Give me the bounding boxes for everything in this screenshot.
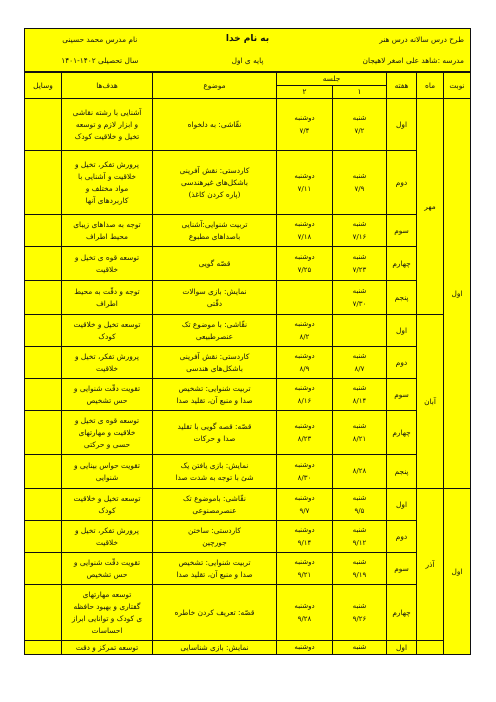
- session-2-cell: [276, 151, 332, 215]
- session-1-cell: [333, 215, 387, 247]
- cell-line: شنبه: [352, 351, 367, 360]
- session-2-cell: [276, 99, 332, 151]
- cell-line: تقویت دقّت شنوایی و: [73, 383, 141, 393]
- week-cell: دوم: [387, 347, 417, 379]
- goals-cell: [61, 411, 152, 455]
- cell-line: صدا و منبع آن، تقلید صدا: [176, 395, 253, 405]
- cell-line: دوشنبه: [294, 643, 315, 651]
- cell-line: تخیل و خلاقیت کودک: [74, 131, 140, 141]
- topic-cell: [152, 411, 276, 455]
- topic-cell: [152, 347, 276, 379]
- cell-line: باشکل‌های هندسی: [186, 363, 243, 373]
- session-1-cell: [333, 281, 387, 315]
- cell-line: توجه و دقّت به محیط: [74, 286, 140, 296]
- cell-line: شنبه: [352, 383, 367, 392]
- topic-cell: [152, 315, 276, 347]
- session-2-cell: [276, 215, 332, 247]
- cell-line: ۷/۹: [354, 184, 365, 193]
- cell-line: دوشنبه: [294, 525, 315, 534]
- table-row: [24, 151, 470, 215]
- cell-line: دوشنبه: [294, 113, 315, 122]
- cell-line: ی کودک و توانایی ابراز: [71, 613, 143, 623]
- plan-table: [24, 72, 471, 655]
- cell-line: احساسات: [91, 625, 123, 635]
- cell-line: شنبه: [352, 493, 367, 502]
- topic-cell: [152, 281, 276, 315]
- col-goals: هدف‌ها: [61, 73, 152, 99]
- month-cell: مهر: [417, 99, 444, 315]
- cell-line: ۹/۱۲: [352, 538, 367, 547]
- session-1-cell: [333, 99, 387, 151]
- table-row: [24, 455, 470, 489]
- session-2-cell: [276, 553, 332, 585]
- week-cell: چهارم: [387, 585, 417, 641]
- cell-line: توجه به صداهای زیبای: [73, 219, 141, 229]
- cell-line: کاردستی: نقش آفرینی: [179, 165, 250, 175]
- col-week: هفته: [387, 73, 417, 99]
- table-row: [24, 99, 470, 151]
- session-2-cell: [276, 347, 332, 379]
- goals-cell: [61, 281, 152, 315]
- session-2-cell: [276, 247, 332, 281]
- cell-line: تقویت حواس بینایی و: [73, 460, 140, 470]
- table-row: [24, 411, 470, 455]
- table-row: [24, 379, 470, 411]
- table-row: [24, 215, 470, 247]
- session-1-cell: [333, 455, 387, 489]
- tools-cell: [24, 215, 61, 247]
- col-session-2: ۲: [276, 86, 332, 99]
- cell-line: دوشنبه: [294, 601, 315, 610]
- cell-line: شنبه: [352, 643, 367, 651]
- goals-cell: [61, 99, 152, 151]
- cell-line: ۷/۲۳: [352, 265, 367, 274]
- cell-line: ۹/۵: [354, 506, 365, 515]
- cell-line: تربیت شنوایی: تشخیص: [178, 383, 251, 393]
- table-row: [24, 281, 470, 315]
- cell-line: ۹/۲۶: [352, 614, 367, 623]
- cell-line: باشکل‌های غیرهندسی: [180, 177, 248, 187]
- goals-cell: [61, 455, 152, 489]
- cell-line: ۸/۲۱: [352, 434, 367, 443]
- goals-cell: [61, 215, 152, 247]
- table-row: [24, 347, 470, 379]
- session-1-cell: [333, 521, 387, 553]
- week-cell: سوم: [387, 379, 417, 411]
- goals-cell: [61, 347, 152, 379]
- cell-line: پرورش تفکر، تخیل و: [75, 351, 139, 361]
- cell-line: خلاقیت و مهارتهای: [78, 427, 136, 437]
- lesson-plan-sheet: [25, 28, 471, 655]
- cell-line: شنبه: [352, 525, 367, 534]
- cell-line: خلاقیت: [95, 363, 118, 373]
- tools-cell: [24, 521, 61, 553]
- banner-title: به نام خدا: [225, 34, 270, 44]
- cell-line: دقّتی: [206, 298, 223, 308]
- cell-line: دوشنبه: [294, 383, 315, 392]
- cell-line: شنبه: [352, 421, 367, 430]
- topic-cell: [152, 247, 276, 281]
- tools-cell: [24, 347, 61, 379]
- goals-cell: [61, 315, 152, 347]
- topic-cell: [152, 641, 276, 655]
- session-2-cell: [276, 455, 332, 489]
- session-2-cell: [276, 521, 332, 553]
- cell-line: شنوایی: [95, 472, 119, 482]
- session-2-cell: [276, 281, 332, 315]
- cell-line: دوشنبه: [294, 171, 315, 180]
- table-row: [24, 489, 470, 521]
- cell-line: توسعه قوه ی تخیل و: [74, 415, 140, 425]
- session-2-cell: [276, 585, 332, 641]
- tools-cell: [24, 379, 61, 411]
- session-2-cell: [276, 411, 332, 455]
- session-1-cell: [333, 641, 387, 655]
- teacher-name: نام مدرس محمد حسینی: [62, 35, 138, 44]
- col-topic: موضوع: [152, 73, 276, 99]
- cell-line: دوشنبه: [294, 460, 315, 469]
- cell-line: ۸/۷: [354, 364, 365, 373]
- cell-line: ۷/۲: [354, 126, 365, 135]
- cell-line: ۸/۲۸: [352, 467, 367, 475]
- cell-line: عنصرمصنوعی: [192, 505, 237, 515]
- tools-cell: [24, 553, 61, 585]
- goals-cell: [61, 489, 152, 521]
- week-cell: اول: [387, 489, 417, 521]
- week-cell: سوم: [387, 215, 417, 247]
- cell-line: ۷/۱۸: [297, 232, 312, 241]
- cell-line: ۹/۱۴: [297, 538, 312, 547]
- cell-line: حس تشخیص: [86, 569, 128, 579]
- cell-line: باصداهای مطبوع: [188, 231, 241, 241]
- cell-line: نمایش: بازی سوالات: [182, 286, 247, 296]
- cell-line: ۷/۲۵: [297, 265, 312, 274]
- goals-cell: [61, 151, 152, 215]
- cell-line: توسعه قوه ی تخیل و: [74, 252, 140, 262]
- cell-line: تربیت شنوایی: تشخیص: [178, 557, 251, 567]
- cell-line: توسعه تخیل و خلاقیت: [73, 319, 141, 329]
- col-term: نوبت: [444, 73, 471, 99]
- topic-cell: [152, 151, 276, 215]
- cell-line: قصّه: تعریف کردن خاطره: [174, 607, 255, 617]
- week-cell: اول: [387, 315, 417, 347]
- cell-line: خلاقیت و آشنایی با: [78, 171, 136, 181]
- cell-line: حس تشخیص: [86, 395, 128, 405]
- week-cell: چهارم: [387, 411, 417, 455]
- cell-line: ۷/۴: [299, 126, 310, 135]
- cell-line: محیط اطراف: [85, 231, 129, 241]
- cell-line: شنبه: [352, 219, 367, 228]
- col-session: جلسه: [276, 73, 386, 86]
- table-row: [24, 521, 470, 553]
- topic-cell: [152, 585, 276, 641]
- cell-line: کاربردهای آنها: [85, 195, 129, 205]
- cell-line: ۷/۳۰: [352, 299, 367, 308]
- goals-cell: [61, 641, 152, 655]
- cell-line: دوشنبه: [294, 351, 315, 360]
- cell-line: ۸/۳۰: [297, 473, 312, 482]
- cell-line: شئ با توجه به شدت صدا: [175, 472, 254, 482]
- cell-line: دوشنبه: [294, 557, 315, 566]
- cell-line: ۹/۱۹: [352, 570, 367, 579]
- cell-line: توسعه مهارتهای: [82, 589, 132, 599]
- tools-cell: [24, 315, 61, 347]
- week-cell: پنجم: [387, 455, 417, 489]
- table-row: [24, 585, 470, 641]
- plan-body: [24, 99, 470, 655]
- tools-cell: [24, 281, 61, 315]
- tools-cell: [24, 641, 61, 655]
- month-cell: آبان: [417, 315, 444, 489]
- cell-line: دوشنبه: [294, 421, 315, 430]
- cell-line: دوشنبه: [294, 493, 315, 502]
- cell-line: مواد مختلف و: [85, 183, 129, 193]
- cell-line: گفتاری و بهبود حافظه: [73, 601, 141, 611]
- cell-line: پرورش تفکر، تخیل و: [75, 159, 139, 169]
- cell-line: جورچین: [202, 537, 227, 547]
- cell-line: دوشنبه: [294, 252, 315, 261]
- table-row: [24, 641, 470, 655]
- col-session-1: ۱: [333, 86, 387, 99]
- tools-cell: [24, 585, 61, 641]
- topic-cell: [152, 379, 276, 411]
- table-row: [24, 315, 470, 347]
- term-cell: اول: [444, 489, 471, 655]
- cell-line: ۸/۱۴: [352, 396, 367, 405]
- session-2-cell: [276, 315, 332, 347]
- topic-cell: [152, 521, 276, 553]
- cell-line: ۸/۲: [299, 332, 310, 341]
- cell-line: نقّاشی: به دلخواه: [187, 119, 242, 129]
- table-row: [24, 247, 470, 281]
- cell-line: نمایش: بازی شناسایی: [180, 642, 249, 652]
- cell-line: ۹/۷: [299, 506, 310, 515]
- goals-cell: [61, 521, 152, 553]
- goals-cell: [61, 585, 152, 641]
- cell-line: شنبه: [352, 286, 367, 295]
- cell-line: کاردستی: نقش آفرینی: [179, 351, 250, 361]
- cell-line: دوشنبه: [294, 319, 315, 328]
- table-row: [24, 553, 470, 585]
- cell-line: توسعه تمرکز و دقت: [75, 642, 139, 652]
- cell-line: عنصرطبیعی: [195, 331, 234, 341]
- cell-line: ۸/۱۶: [297, 396, 312, 405]
- tools-cell: [24, 151, 61, 215]
- tools-cell: [24, 99, 61, 151]
- session-1-cell: [333, 347, 387, 379]
- cell-line: صدا و حرکات: [193, 433, 236, 443]
- month-cell: آذر: [417, 489, 444, 641]
- goals-cell: [61, 553, 152, 585]
- cell-line: ۸/۹: [299, 364, 310, 373]
- cell-line: شنبه: [352, 601, 367, 610]
- cell-line: کاردستی: ساختن: [188, 525, 241, 535]
- cell-line: کودک: [98, 331, 116, 341]
- grade-label: پایه ی اول: [231, 56, 264, 65]
- cell-line: شنبه: [352, 252, 367, 261]
- session-1-cell: [333, 315, 387, 347]
- cell-line: صدا و منبع آن، تقلید صدا: [176, 569, 253, 579]
- cell-line: حسی و حرکتی: [83, 439, 131, 449]
- tools-cell: [24, 247, 61, 281]
- term-cell: اول: [444, 99, 471, 489]
- goals-cell: [61, 247, 152, 281]
- week-cell: سوم: [387, 553, 417, 585]
- week-cell: اول: [387, 99, 417, 151]
- cell-line: ۹/۲۱: [297, 570, 312, 579]
- plan-title: طرح درس سالانه درس هنر: [379, 35, 464, 44]
- goals-cell: [61, 379, 152, 411]
- week-cell: دوم: [387, 521, 417, 553]
- session-1-cell: [333, 489, 387, 521]
- col-tools: وسایل: [24, 73, 61, 99]
- cell-line: شنبه: [352, 113, 367, 122]
- cell-line: نقّاشی: با موضوع تک: [181, 319, 248, 329]
- week-cell: چهارم: [387, 247, 417, 281]
- header-table: [24, 28, 471, 72]
- session-1-cell: [333, 553, 387, 585]
- cell-line: شنبه: [352, 171, 367, 180]
- school-year: سال تحصیلی ۱۴۰۲-۱۴۰۱: [61, 56, 139, 65]
- cell-line: خلاقیت: [95, 537, 118, 547]
- week-cell: اول: [387, 641, 417, 655]
- cell-line: ۷/۱۶: [352, 232, 367, 241]
- cell-line: توسعه تخیل و خلاقیت: [73, 493, 141, 503]
- session-2-cell: [276, 641, 332, 655]
- session-1-cell: [333, 411, 387, 455]
- cell-line: ۸/۲۳: [297, 434, 312, 443]
- cell-line: قصّه: قصه گویی با تقلید: [177, 421, 252, 431]
- cell-line: ۷/۱۱: [297, 184, 312, 193]
- week-cell: پنجم: [387, 281, 417, 315]
- cell-line: آشنایی با رشته نقاشی: [72, 107, 142, 117]
- topic-cell: [152, 99, 276, 151]
- topic-cell: [152, 489, 276, 521]
- topic-cell: [152, 215, 276, 247]
- cell-line: دوشنبه: [294, 219, 315, 228]
- tools-cell: [24, 411, 61, 455]
- school-name: مدرسه :شاهد علی اصغر لاهیجان: [362, 56, 464, 65]
- cell-line: قصّه گویی: [198, 258, 231, 268]
- cell-line: و ابزار لازم و توسعه: [75, 119, 139, 129]
- session-1-cell: [333, 151, 387, 215]
- session-1-cell: [333, 247, 387, 281]
- session-2-cell: [276, 379, 332, 411]
- tools-cell: [24, 489, 61, 521]
- topic-cell: [152, 455, 276, 489]
- session-2-cell: [276, 489, 332, 521]
- cell-line: پرورش تفکر، تخیل و: [75, 525, 139, 535]
- cell-line: (پاره کردن کاغذ): [188, 189, 241, 199]
- session-1-cell: [333, 585, 387, 641]
- cell-line: ۹/۲۸: [297, 614, 312, 623]
- cell-line: نمایش: بازی یافتن یک: [180, 460, 249, 470]
- cell-line: نقّاشی: باموضوع تک: [183, 493, 246, 503]
- cell-line: کودک: [98, 505, 116, 515]
- month-cell: [417, 641, 444, 655]
- tools-cell: [24, 455, 61, 489]
- cell-line: شنبه: [352, 557, 367, 566]
- cell-line: تقویت دقّت شنوایی و: [73, 557, 141, 567]
- cell-line: اطراف: [96, 298, 118, 308]
- col-month: ماه: [417, 73, 444, 99]
- topic-cell: [152, 553, 276, 585]
- week-cell: دوم: [387, 151, 417, 215]
- session-1-cell: [333, 379, 387, 411]
- cell-line: تربیت شنوایی:آشنایی: [181, 219, 248, 229]
- cell-line: خلاقیت: [95, 264, 118, 274]
